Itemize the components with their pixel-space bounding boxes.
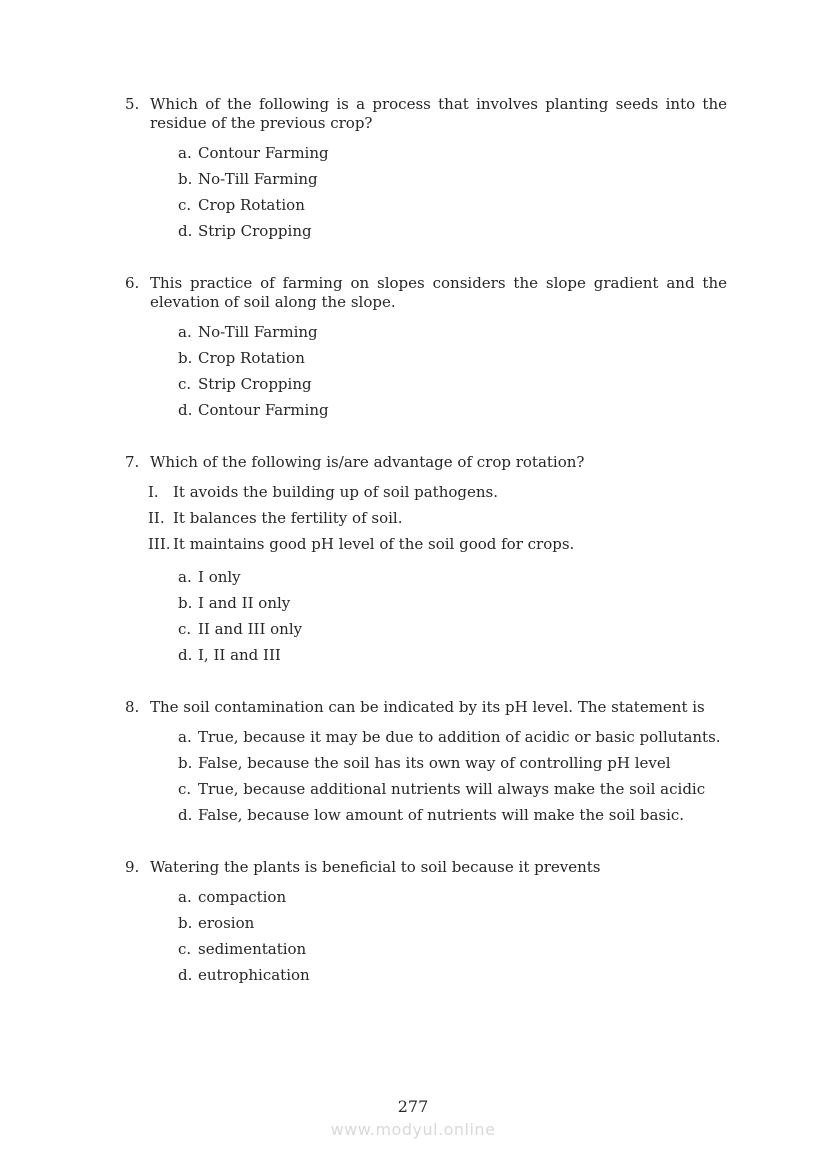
question-number: 8.	[125, 698, 140, 716]
option-label: d.	[178, 646, 193, 664]
question-text: This practice of farming on slopes considers the slope gradient and the elevation of soil along the slope.	[150, 274, 727, 311]
option-item	[178, 936, 727, 962]
question-block-6	[125, 274, 727, 423]
option-text: compaction	[198, 888, 287, 906]
question-text: The soil contamination can be indicated by its pH level. The statement is	[150, 698, 705, 716]
question-header	[125, 95, 727, 133]
option-item	[178, 750, 727, 776]
option-label: b.	[178, 754, 193, 772]
option-label: a.	[178, 144, 192, 162]
statement-item	[148, 479, 727, 505]
option-text: Contour Farming	[198, 401, 329, 419]
option-text: Contour Farming	[198, 144, 329, 162]
option-text: No-Till Farming	[198, 170, 318, 188]
option-label: c.	[178, 620, 192, 638]
option-text: Strip Cropping	[198, 222, 312, 240]
option-label: d.	[178, 222, 193, 240]
option-item	[178, 192, 727, 218]
option-text: sedimentation	[198, 940, 307, 958]
option-item	[178, 910, 727, 936]
statement-item	[148, 531, 727, 557]
question-block-7	[125, 453, 727, 668]
option-text: Crop Rotation	[198, 349, 305, 367]
option-label: b.	[178, 170, 193, 188]
option-text: False, because the soil has its own way of controlling pH level	[198, 754, 671, 772]
option-item	[178, 884, 727, 910]
option-label: b.	[178, 914, 193, 932]
option-list	[125, 564, 727, 668]
option-item	[178, 642, 727, 668]
statement-label: III.	[148, 535, 171, 553]
option-item	[178, 590, 727, 616]
statement-list	[125, 479, 727, 557]
question-block-9	[125, 858, 727, 988]
option-text: True, because it may be due to addition of acidic or basic pollutants.	[198, 728, 721, 746]
option-label: a.	[178, 888, 192, 906]
option-text: False, because low amount of nutrients will make the soil basic.	[198, 806, 685, 824]
option-label: c.	[178, 940, 192, 958]
option-item	[178, 802, 727, 828]
statement-label: II.	[148, 509, 165, 527]
question-number: 7.	[125, 453, 140, 471]
question-block-8	[125, 698, 727, 828]
option-label: d.	[178, 966, 193, 984]
page-footer	[0, 1097, 826, 1139]
statement-text: It avoids the building up of soil pathogens.	[173, 483, 498, 501]
option-text: I and II only	[198, 594, 291, 612]
option-label: b.	[178, 349, 193, 367]
option-text: I only	[198, 568, 241, 586]
option-item	[178, 218, 727, 244]
question-text: Watering the plants is beneficial to soil because it prevents	[150, 858, 601, 876]
option-item	[178, 345, 727, 371]
option-label: d.	[178, 806, 193, 824]
question-text: Which of the following is a process that involves planting seeds into the residue of the previous crop?	[150, 95, 727, 132]
option-list	[125, 884, 727, 988]
option-text: eutrophication	[198, 966, 310, 984]
option-label: d.	[178, 401, 193, 419]
option-text: Strip Cropping	[198, 375, 312, 393]
option-label: a.	[178, 323, 192, 341]
option-label: b.	[178, 594, 193, 612]
option-text: I, II and III	[198, 646, 281, 664]
option-text: Crop Rotation	[198, 196, 305, 214]
statement-label: I.	[148, 483, 159, 501]
option-text: True, because additional nutrients will always make the soil acidic	[198, 780, 706, 798]
option-item	[178, 140, 727, 166]
option-text: erosion	[198, 914, 255, 932]
option-item	[178, 962, 727, 988]
question-text: Which of the following is/are advantage of crop rotation?	[150, 453, 585, 471]
option-list	[125, 140, 727, 244]
question-number: 5.	[125, 95, 140, 113]
option-text: No-Till Farming	[198, 323, 318, 341]
option-item	[178, 319, 727, 345]
watermark-url: www.modyul.online	[330, 1120, 496, 1139]
question-number: 9.	[125, 858, 140, 876]
question-header	[125, 453, 727, 472]
question-header	[125, 274, 727, 312]
option-list	[125, 319, 727, 423]
option-list	[125, 724, 727, 828]
option-item	[178, 616, 727, 642]
option-label: c.	[178, 780, 192, 798]
statement-text: It maintains good pH level of the soil good for crops.	[173, 535, 575, 553]
option-label: c.	[178, 196, 192, 214]
option-text: II and III only	[198, 620, 303, 638]
question-block-5	[125, 95, 727, 244]
option-label: c.	[178, 375, 192, 393]
option-item	[178, 397, 727, 423]
questions-list	[125, 95, 727, 1018]
option-item	[178, 166, 727, 192]
question-header	[125, 698, 727, 717]
statement-item	[148, 505, 727, 531]
option-item	[178, 564, 727, 590]
statement-text: It balances the fertility of soil.	[173, 509, 403, 527]
option-label: a.	[178, 568, 192, 586]
question-number: 6.	[125, 274, 140, 292]
page-number: 277	[397, 1097, 429, 1116]
option-item	[178, 724, 727, 750]
option-item	[178, 776, 727, 802]
option-item	[178, 371, 727, 397]
question-header	[125, 858, 727, 877]
option-label: a.	[178, 728, 192, 746]
